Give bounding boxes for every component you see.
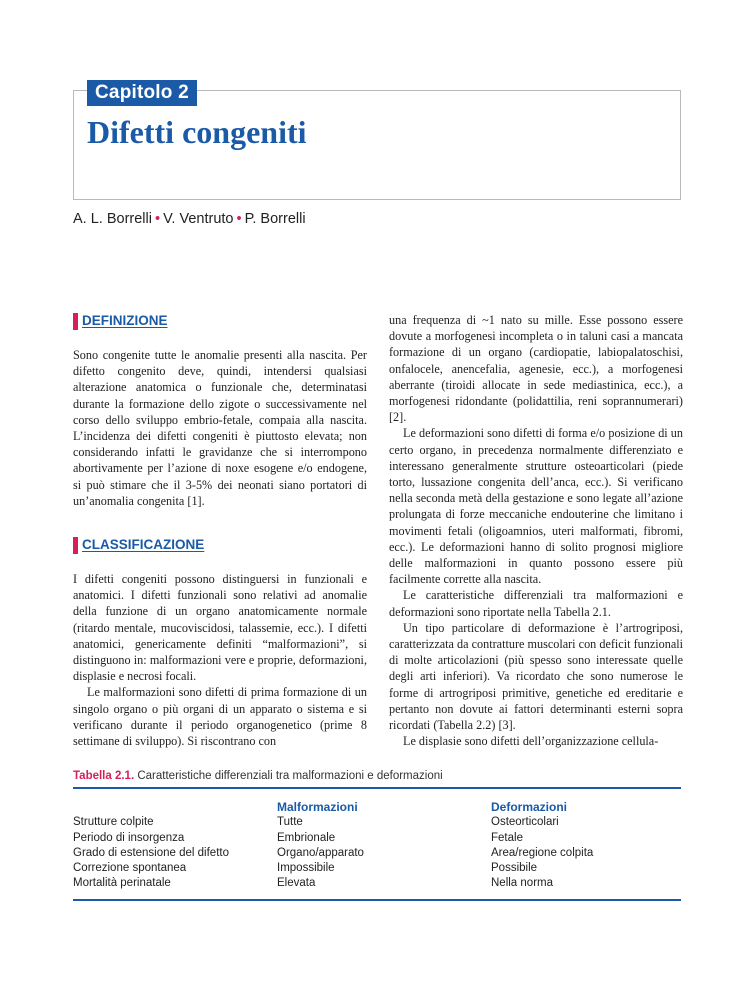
table-cell: Possibile: [491, 862, 538, 875]
table-caption-text: Caratteristiche differenziali tra malformazioni e deformazioni: [137, 770, 443, 782]
paragraph: una frequenza di ~1 nato su mille. Esse possono essere dovute a morfogenesi incompleta o in taluni casi a mancata formazione di un organo (cardiopatie, labiopalatoschisi, onfalocele, anencefalia, agenesie, ecc.), a morfogenesi aberrante (tiroidi allocate in sede mediastinica, ecc.), a morfogenesi ridondante (polidattilia, reni soprannumerari) [2].: [389, 313, 683, 425]
section-heading-text: CLASSIFICAZIONE: [82, 536, 205, 552]
table-cell: Osteorticolari: [491, 816, 559, 829]
right-column: [389, 312, 683, 749]
table-bottom-rule: [73, 899, 681, 901]
table-cell: Embrionale: [277, 831, 336, 844]
heading-marker: [73, 537, 78, 554]
table-caption-label: Tabella 2.1.: [73, 770, 135, 782]
table-cell: Mortalità perinatale: [73, 877, 171, 890]
heading-marker: [73, 313, 78, 330]
authors: [73, 211, 306, 227]
table-caption: [73, 770, 443, 782]
table-cell: Fetale: [491, 831, 523, 844]
table-cell: Impossibile: [277, 862, 335, 875]
author-separator: •: [154, 211, 161, 227]
table-cell: Grado di estensione del difetto: [73, 846, 229, 859]
table-row: [73, 861, 681, 876]
paragraph: I difetti congeniti possono distinguersi in funzionali e anatomici. I difetti funzionali sono relativi ad anomalie della funzione di un organo anatomicamente normale (ritardo mentale, mucoviscidosi, talassemie, ecc.). I difetti anatomici, genericamente definiti “malformazioni”, si distinguono in: malformazioni vere e proprie, deformazioni, displasie e necrosi focali.: [73, 572, 367, 684]
paragraph: Un tipo particolare di deformazione è l’artrogriposi, caratterizzata da contratture muscolari con deficit funzionali di molte articolazioni (più spesso sono interessate quelle degli arti inferiori). Va ricordato che sono numerose le forme di artrogriposi primitive, genetiche ed ereditarie e pertanto non dovute ai fattori determinanti esterni sopra ricordati (Tabella 2.2) [3].: [389, 620, 683, 733]
comparison-table: [73, 800, 681, 892]
table-row: [73, 846, 681, 861]
author-3: P. Borrelli: [244, 211, 306, 227]
table-cell: Area/regione colpita: [491, 846, 594, 859]
table-cell: Nella norma: [491, 877, 553, 890]
table-cell: Elevata: [277, 877, 316, 890]
table-cell: Correzione spontanea: [73, 862, 187, 875]
paragraph: Le malformazioni sono difetti di prima formazione di un singolo organo o più organi di un apparato o sistema e si verificano durante il periodo organogenetico (prime 8 settimane di sviluppo). Si riscontrano con: [73, 685, 367, 749]
paragraph: Sono congenite tutte le anomalie presenti alla nascita. Per difetto congenito deve, quindi, intendersi qualsiasi alterazione anatomica o funzionale che, determinatasi durante la formazione dello zigote o successivamente nel corso dello sviluppo embrio-fetale, compaia alla nascita. L’incidenza dei difetti congeniti è piuttosto elevata; non considerando infatti le gravidanze che si interrompono abortivamente per l’azione di noxe esogene e/o endogene, si può stimare che il 3-5% dei neonati siano portatori di un’anomalia congenita [1].: [73, 348, 367, 508]
table-cell: Periodo di insorgenza: [73, 831, 185, 844]
left-column: [73, 312, 367, 749]
table-header-cell: Deformazioni: [491, 800, 568, 814]
table-header-row: [73, 800, 681, 815]
paragraph: Le deformazioni sono difetti di forma e/o posizione di un certo organo, in precedenza normalmente differenziato e interessano generalmente strutture osteoarticolari (piede torto, lussazione congenita dell’anca, ecc.). Si verificano nella seconda metà della gestazione e sono legate all’azione prolungata di forze meccaniche endouterine che limitano i movimenti fetali (oligoamnios, uteri malformati, fibromi, ecc.). Le deformazioni hanno di solito prognosi migliore delle malformazioni in quanto possono essere più facilmente corrette alla nascita.: [389, 426, 683, 587]
author-2: V. Ventruto: [163, 211, 234, 227]
table-row: [73, 831, 681, 846]
table-header-cell: [73, 800, 277, 815]
table-row: [73, 876, 681, 891]
table-top-rule: [73, 787, 681, 789]
chapter-title: Difetti congeniti: [87, 114, 307, 150]
table-row: [73, 815, 681, 830]
author-separator: •: [236, 211, 242, 227]
table-cell: Organo/apparato: [277, 846, 364, 859]
paragraph: Le displasie sono difetti dell’organizzazione cellula-: [403, 734, 659, 749]
paragraph: Le caratteristiche differenziali tra malformazioni e deformazioni sono riportate nella Tabella 2.1.: [389, 588, 683, 619]
author-1: A. L. Borrelli: [73, 211, 152, 227]
table-header-cell: Malformazioni: [277, 800, 358, 814]
table-cell: Strutture colpite: [73, 816, 154, 829]
section-heading-definizione: [73, 312, 367, 330]
section-heading-classificazione: [73, 536, 367, 554]
chapter-label: Capitolo 2: [87, 80, 197, 106]
section-heading-text: DEFINIZIONE: [82, 312, 168, 328]
table-cell: Tutte: [277, 816, 303, 829]
